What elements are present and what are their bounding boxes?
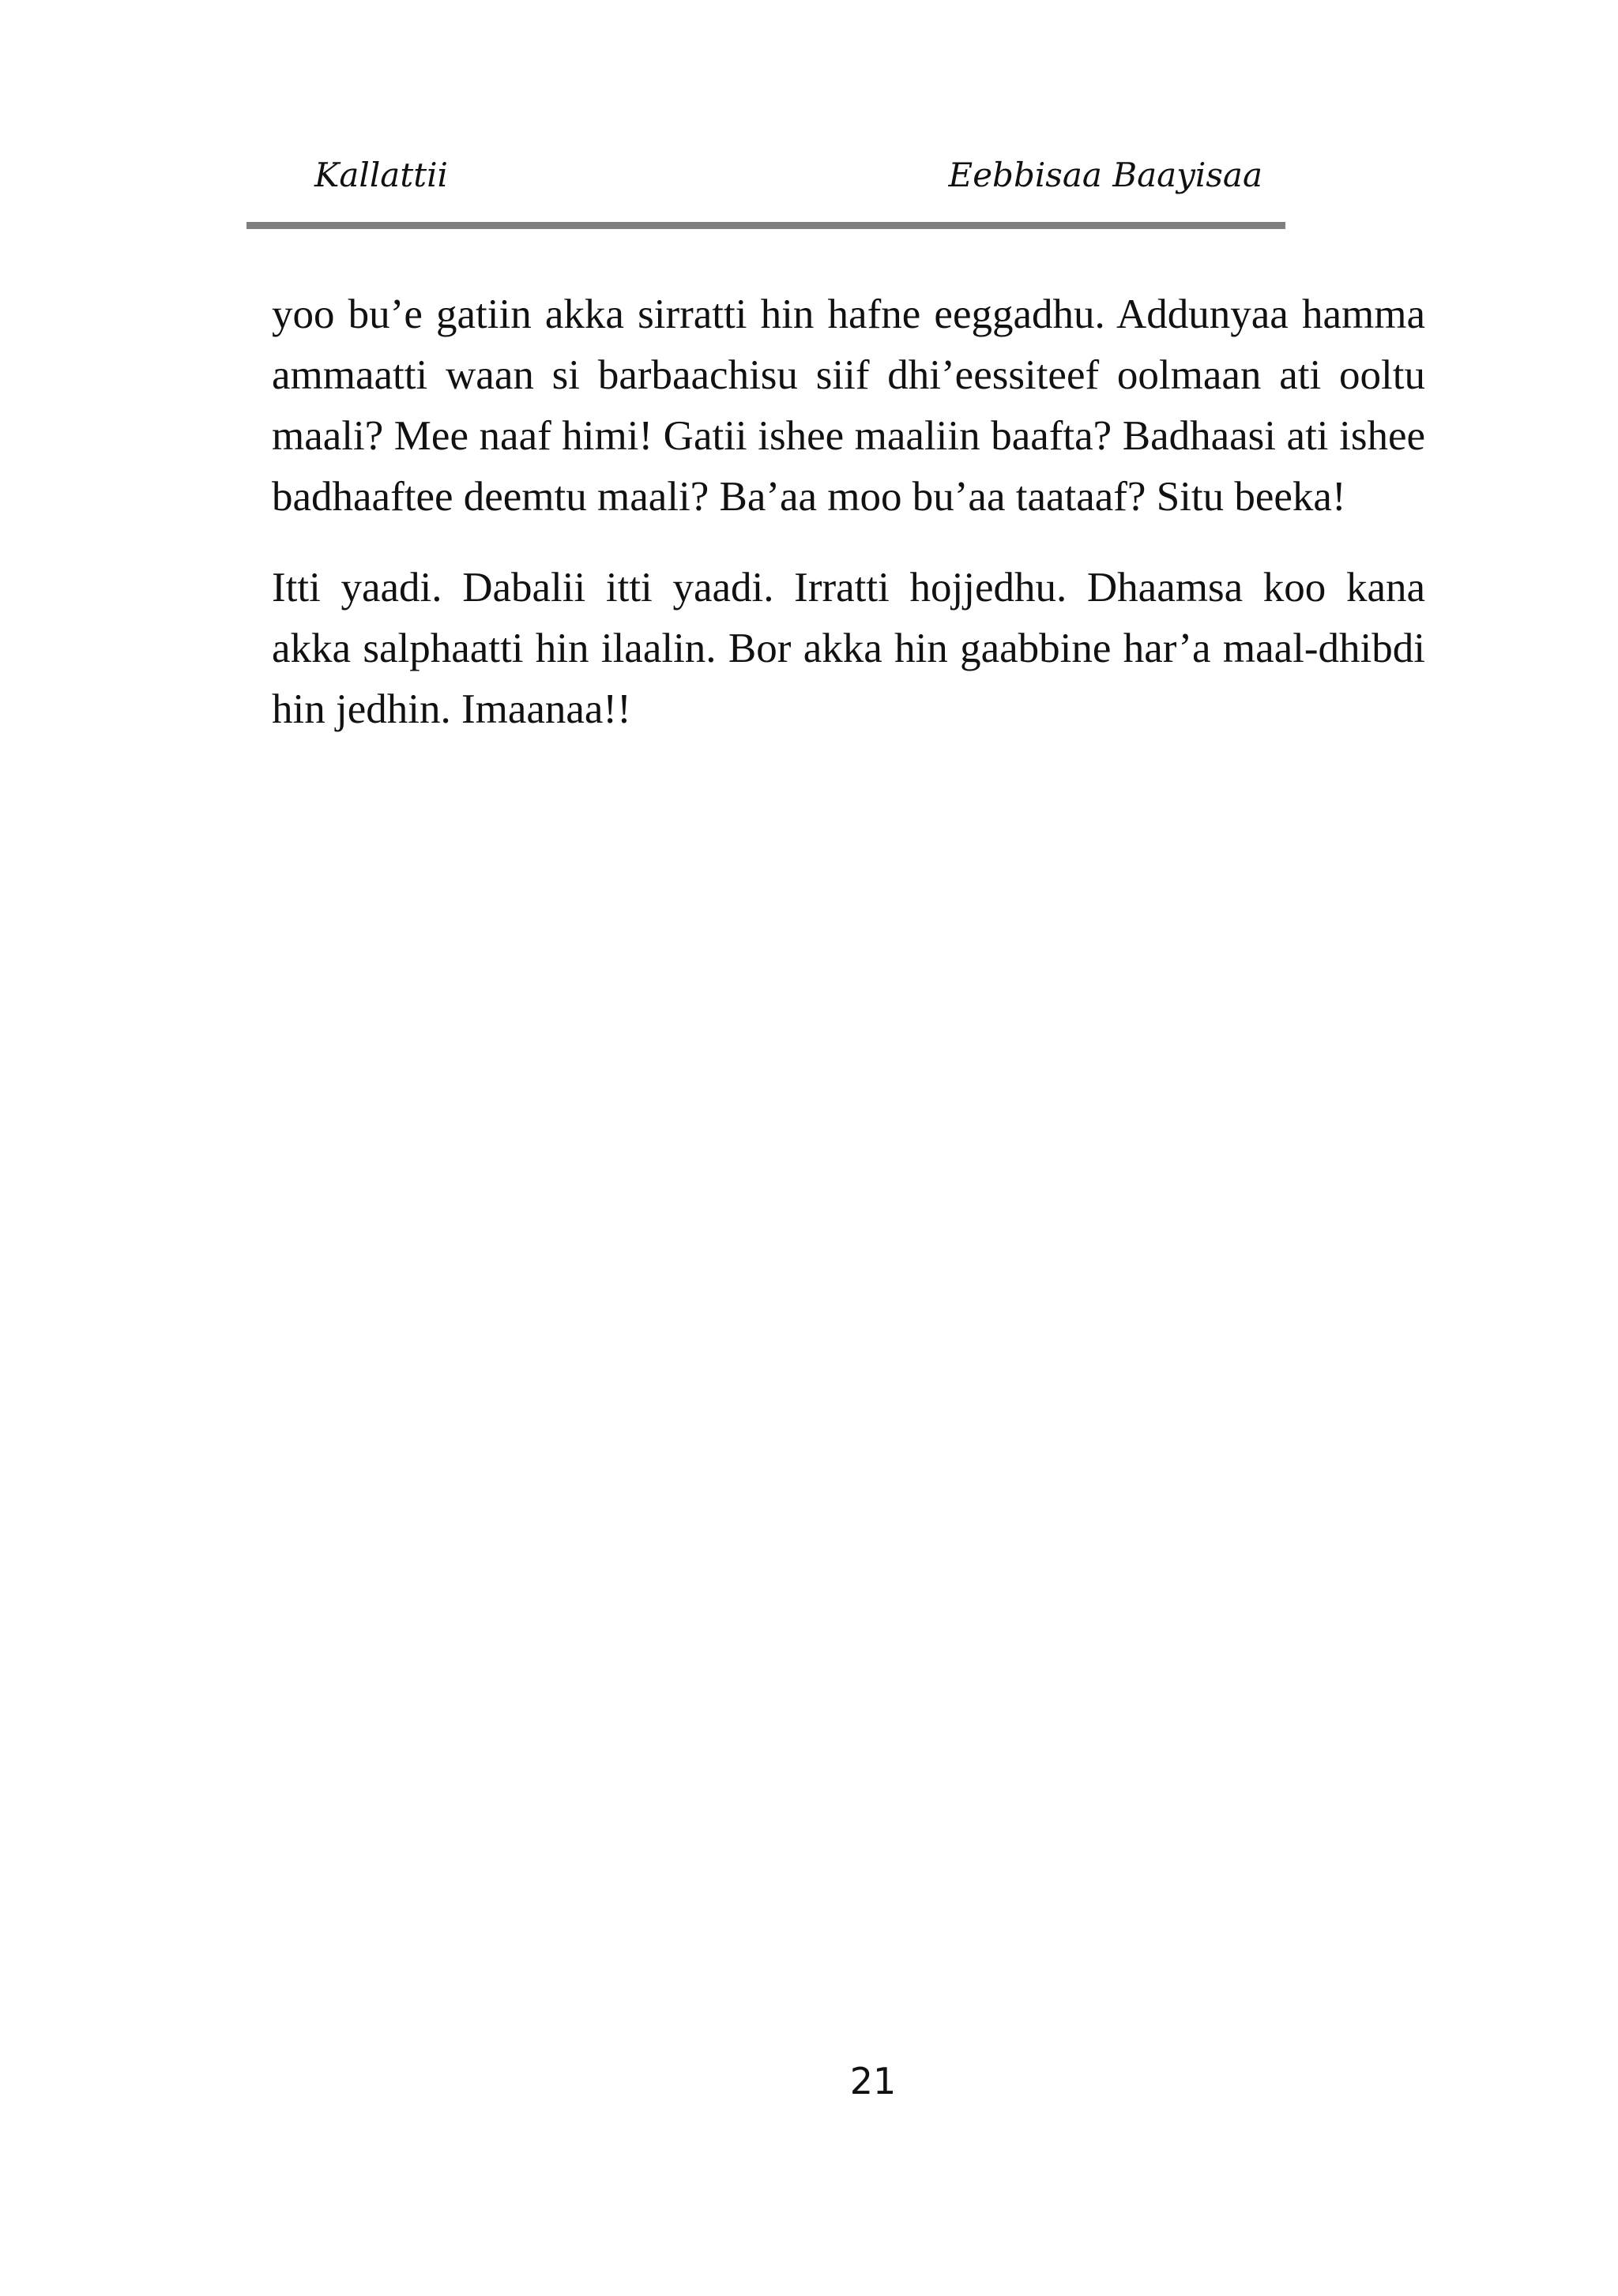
paragraph: Itti yaadi. Dabalii itti yaadi. Irratti hojjedhu. Dhaamsa koo kana akka salphaatti hin ilaalin. Bor akka hin gaabbine har’a maal-dhibdi hin jedhin. Imaanaa!! bbox=[272, 565, 1425, 732]
running-header bbox=[246, 152, 1262, 199]
page-number: 21 bbox=[849, 2060, 897, 2102]
header-divider bbox=[246, 222, 1285, 229]
paragraph: yoo bu’e gatiin akka sirratti hin hafne eeggadhu. Addunyaa hamma ammaatti waan si barbaachisu siif dhi’eessiteef oolmaan ati ooltu maali? Mee naaf himi! Gatii ishee maaliin baafta? Badhaasi ati ishee badhaaftee deemtu maali? Ba’aa moo bu’aa taataaf? Situ beeka! bbox=[272, 291, 1425, 520]
author-name: Eebbisaa Baayisaa bbox=[948, 156, 1262, 194]
body-text bbox=[272, 284, 1425, 770]
book-title: Kallattii bbox=[314, 156, 448, 194]
